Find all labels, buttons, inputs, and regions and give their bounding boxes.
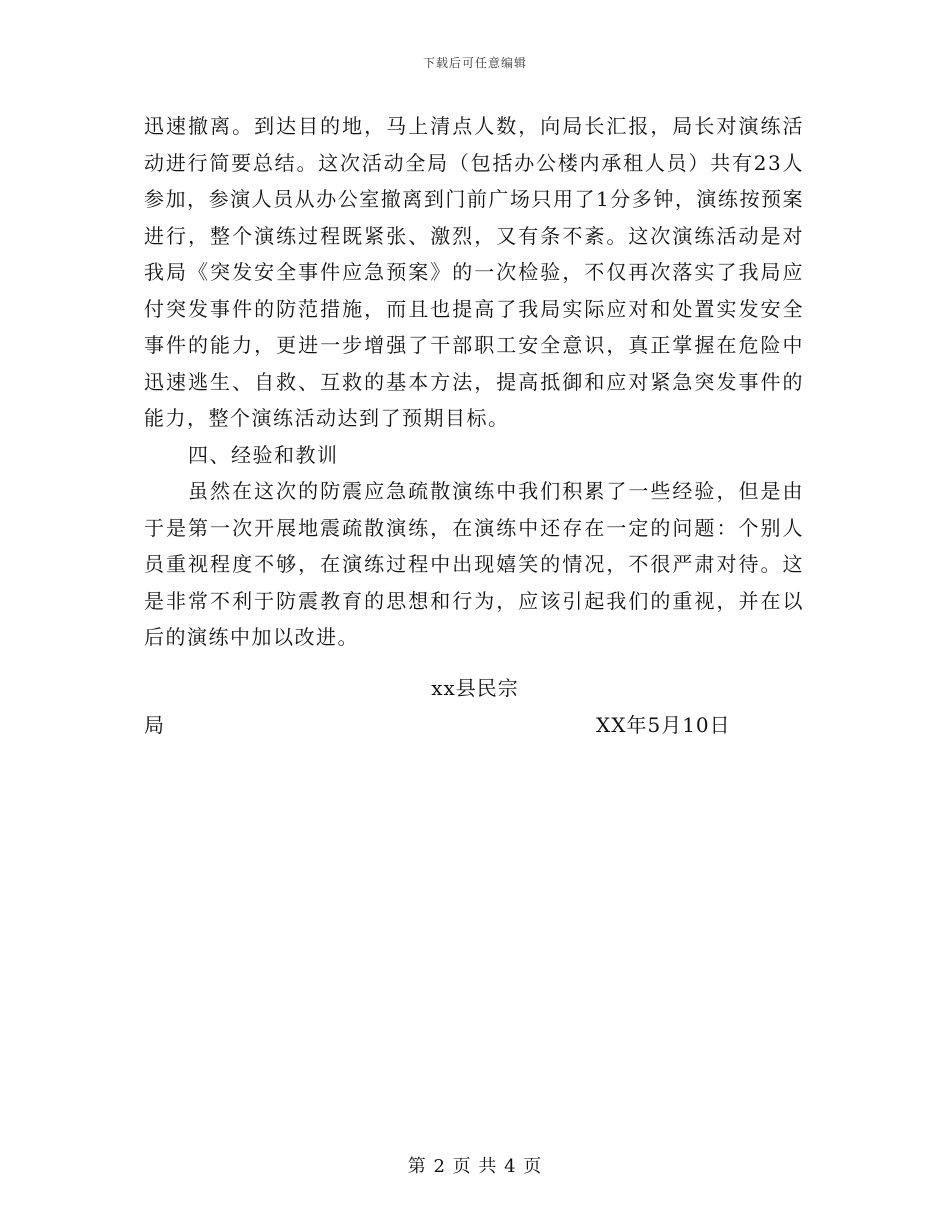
document-body — [144, 108, 804, 656]
page-header-note: 下载后可任意编辑 — [422, 56, 527, 70]
signature-organization-suffix: 局 — [144, 713, 164, 737]
signature-date: XX年5月10日 — [596, 713, 731, 737]
signature-organization: xx县民宗 — [431, 676, 519, 700]
paragraph-evacuation-summary: 迅速撤离。到达目的地，马上清点人数，向局长汇报，局长对演练活动进行简要总结。这次活动全局（包括办公楼内承租人员）共有23人参加，参演人员从办公室撤离到门前广场只用了1分多钟，演练按预案进行，整个演练过程既紧张、激烈，又有条不紊。这次演练活动是对我局《突发安全事件应急预案》的一次检验，不仅再次落实了我局应付突发事件的防范措施，而且也提高了我局实际应对和处置实发安全事件的能力，更进一步增强了干部职工安全意识，真正掌握在危险中迅速逃生、自救、互救的基本方法，提高抵御和应对紧急突发事件的能力，整个演练活动达到了预期目标。 — [144, 114, 804, 430]
paragraph-lessons: 虽然在这次的防震应急疏散演练中我们积累了一些经验，但是由于是第一次开展地震疏散演练，在演练中还存在一定的问题：个别人员重视程度不够，在演练过程中出现嬉笑的情况，不很严肃对待。这是非常不利于防震教育的思想和行为，应该引起我们的重视，并在以后的演练中加以改进。 — [144, 479, 804, 649]
section-heading-lessons: 四、经验和教训 — [188, 442, 339, 467]
page-number: 第 2 页 共 4 页 — [407, 1156, 543, 1177]
